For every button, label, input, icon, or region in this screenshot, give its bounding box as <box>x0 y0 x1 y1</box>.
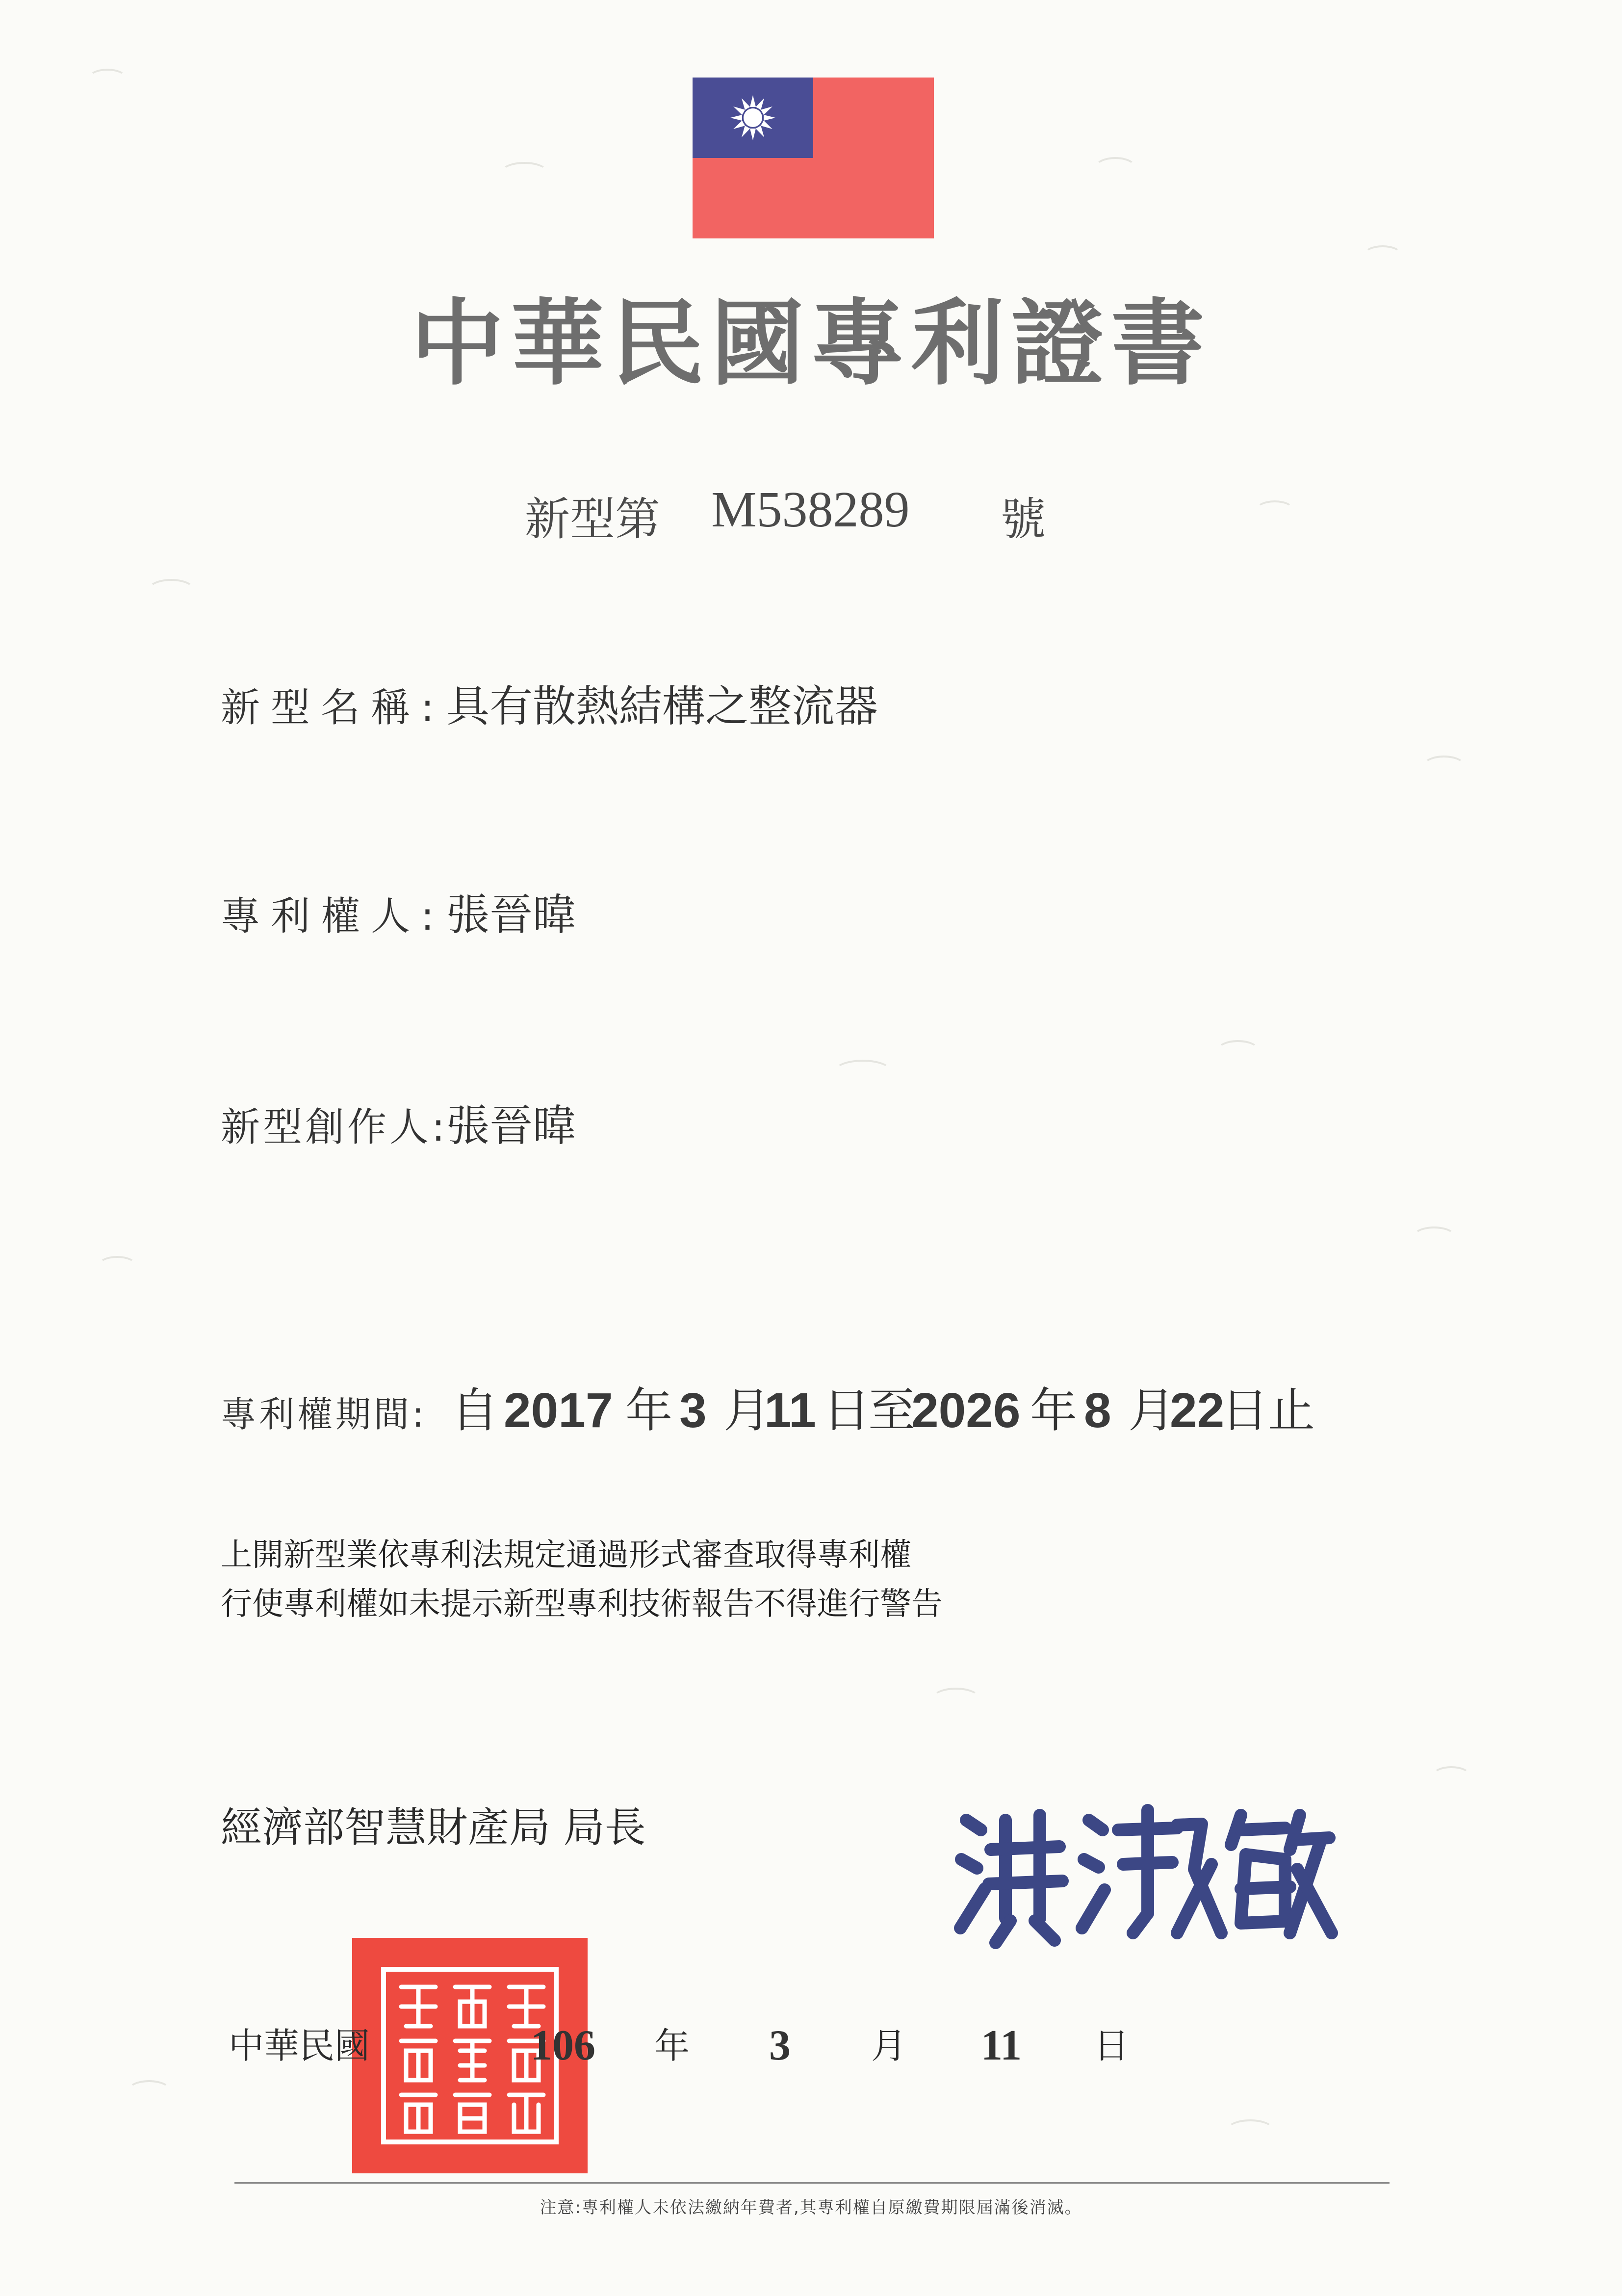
period-start-day: 11 <box>764 1383 816 1438</box>
issue-era: 中華民國 <box>229 2025 370 2066</box>
paper-fleck <box>1413 1226 1456 1247</box>
period-start-month-word: 月 <box>723 1383 771 1438</box>
white-sun-icon <box>728 93 777 142</box>
issue-year-word: 年 <box>654 2025 690 2066</box>
number-prefix: 新型第 <box>525 493 661 546</box>
paper-fleck <box>500 162 548 183</box>
period-end-day: 22 <box>1170 1383 1225 1438</box>
footer-divider <box>234 2182 1390 2184</box>
certificate-number-line <box>0 481 1622 546</box>
notice-line-2: 行使專利權如未提示新型專利技術報告不得進行警告 <box>221 1586 943 1622</box>
footnote: 注意:專利權人未依法繳納年費者,其專利權自原繳費期限屆滿後消滅。 <box>540 2198 1082 2218</box>
patent-owner-label: 專利權人: <box>221 893 445 939</box>
paper-fleck <box>932 1688 980 1709</box>
period-end-year: 2026 <box>911 1383 1021 1438</box>
creator-value: 張晉暐 <box>446 1100 576 1151</box>
certificate-number: M538289 <box>711 481 910 538</box>
paper-fleck <box>147 579 195 602</box>
patent-period <box>221 1379 1398 1442</box>
patent-name-field <box>221 679 878 735</box>
period-start-month: 3 <box>679 1383 707 1438</box>
paper-fleck <box>128 2080 171 2101</box>
period-end-day-word: 日 <box>1221 1383 1268 1438</box>
issue-year: 106 <box>531 2022 595 2069</box>
patent-owner-field <box>221 888 576 943</box>
paper-fleck <box>1094 157 1137 181</box>
paper-fleck <box>1216 1040 1260 1062</box>
creator-label: 新型創作人: <box>221 1104 448 1150</box>
period-end-month: 8 <box>1084 1383 1111 1438</box>
period-from-word: 自 <box>451 1383 498 1438</box>
period-end-month-word: 月 <box>1128 1383 1175 1438</box>
flag-canton <box>693 78 813 158</box>
period-start-year-word: 年 <box>625 1383 672 1438</box>
paper-fleck <box>98 1256 136 1275</box>
issue-day: 11 <box>981 2022 1022 2069</box>
creator-field <box>221 1099 576 1154</box>
issue-day-word: 日 <box>1094 2025 1130 2066</box>
issue-month: 3 <box>769 2022 791 2069</box>
patent-owner-value: 張晉暐 <box>446 889 576 940</box>
period-end-word: 止 <box>1268 1383 1315 1438</box>
issuing-authority: 經濟部智慧財產局 局長 <box>221 1803 646 1852</box>
period-label: 專利權期間: <box>221 1394 427 1435</box>
issue-date <box>0 2014 1622 2078</box>
period-start-year: 2017 <box>504 1383 613 1438</box>
issue-month-word: 月 <box>871 2025 907 2066</box>
number-suffix: 號 <box>1001 493 1046 546</box>
notice-line-1: 上開新型業依專利法規定通過形式審查取得專利權 <box>221 1537 911 1573</box>
paper-fleck <box>88 69 127 87</box>
paper-fleck <box>1226 2119 1274 2141</box>
paper-fleck <box>834 1060 892 1083</box>
director-signature <box>947 1786 1339 1953</box>
period-start-day-word: 日 <box>823 1383 870 1438</box>
paper-fleck <box>1432 1766 1470 1785</box>
period-to-word: 至 <box>868 1383 915 1438</box>
period-end-year-word: 年 <box>1030 1383 1077 1438</box>
patent-name-label: 新型名稱: <box>221 685 445 731</box>
certificate-title: 中華民國專利證書 <box>411 288 1211 398</box>
national-flag <box>693 78 934 238</box>
paper-fleck <box>1422 756 1466 777</box>
paper-fleck <box>1364 245 1402 264</box>
patent-name-value: 具有散熱結構之整流器 <box>446 681 878 731</box>
